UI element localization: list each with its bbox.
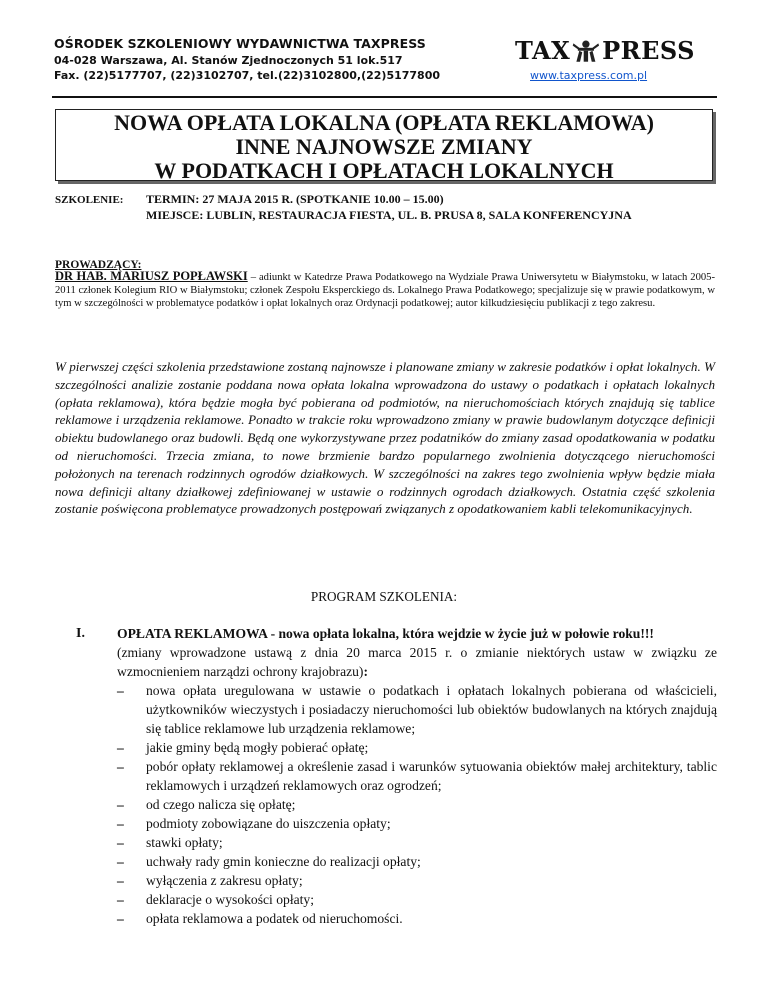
lecturer-name: DR HAB. MARIUSZ POPŁAWSKI bbox=[55, 269, 248, 283]
list-item bbox=[117, 852, 717, 871]
title-line-2: INNE NAJNOWSZE ZMIANY bbox=[235, 134, 533, 159]
header-divider bbox=[52, 96, 717, 98]
section-subtitle-colon: : bbox=[363, 664, 368, 679]
list-item bbox=[117, 795, 717, 814]
list-item-text: deklaracje o wysokości opłaty; bbox=[146, 892, 314, 907]
lecturer-info bbox=[55, 270, 715, 310]
list-item bbox=[117, 814, 717, 833]
logo-text-right: PRESS bbox=[602, 35, 695, 65]
dash-bullet: – bbox=[117, 911, 124, 926]
list-item bbox=[117, 681, 717, 738]
list-item bbox=[117, 738, 717, 757]
dash-bullet: – bbox=[117, 740, 124, 755]
section-subtitle-text: (zmiany wprowadzone ustawą z dnia 20 marca 2015 r. o zmianie niektórych ustaw w związku ze wzmocnieniem narządzi ochrony krajobrazu) bbox=[117, 645, 717, 679]
training-term: TERMIN: 27 MAJA 2015 R. (SPOTKANIE 10.00 – 15.00) bbox=[146, 192, 444, 206]
lecturer-bio: – adiunkt w Katedrze Prawa Podatkowego na Wydziale Prawa Uniwersytetu w Białymstoku, w latach 2005-2011 członek Kolegium RIO w Białymstoku; członek Zespołu Eksperckiego ds. Lokalnego Prawa Podatkowego; specjalizuje się w prawie podatkowym, w tym w szczególności w problematyce podatków i opłat lokalnych oraz Ordynacji podatkowej; autor kilkudziesięciu publikacji z tego zakresu. bbox=[55, 272, 715, 309]
list-item-text: uchwały rady gmin konieczne do realizacji opłaty; bbox=[146, 854, 421, 869]
dash-bullet: – bbox=[117, 759, 124, 774]
organization-name: OŚRODEK SZKOLENIOWY WYDAWNICTWA TAXPRESS bbox=[54, 36, 426, 51]
program-section bbox=[117, 624, 717, 928]
dash-bullet: – bbox=[117, 892, 124, 907]
training-place: MIEJSCE: LUBLIN, RESTAURACJA FIESTA, UL. B. PRUSA 8, SALA KONFERENCYJNA bbox=[146, 208, 632, 222]
list-item bbox=[117, 890, 717, 909]
website-link[interactable]: www.taxpress.com.pl bbox=[530, 69, 648, 82]
dash-bullet: – bbox=[117, 873, 124, 888]
list-item bbox=[117, 871, 717, 890]
list-item-text: opłata reklamowa a podatek od nieruchomości. bbox=[146, 911, 403, 926]
list-item-text: pobór opłaty reklamowej a określenie zasad i warunków sytuowania obiektów małej architektury, tablic reklamowych i urządzeń reklamowych oraz ogrodzeń; bbox=[146, 759, 717, 793]
organization-contact: Fax. (22)5177707, (22)3102707, tel.(22)3102800,(22)5177800 bbox=[54, 69, 441, 82]
list-item-text: wyłączenia z zakresu opłaty; bbox=[146, 873, 303, 888]
dash-bullet: – bbox=[117, 835, 124, 850]
logo-text-left: TAX bbox=[515, 35, 571, 65]
list-item bbox=[117, 909, 717, 928]
taxpress-emblem-icon bbox=[572, 33, 600, 67]
program-items bbox=[117, 681, 717, 928]
list-item-text: od czego nalicza się opłatę; bbox=[146, 797, 296, 812]
list-item bbox=[117, 757, 717, 795]
section-number: I. bbox=[76, 626, 85, 641]
title-line-3: W PODATKACH I OPŁATACH LOKALNYCH bbox=[154, 158, 614, 183]
list-item-text: podmioty zobowiązane do uiszczenia opłaty; bbox=[146, 816, 391, 831]
lecturer-label: PROWADZĄCY: bbox=[55, 259, 142, 271]
dash-bullet: – bbox=[117, 797, 124, 812]
organization-address: 04-028 Warszawa, Al. Stanów Zjednoczonych 51 lok.517 bbox=[54, 54, 403, 67]
intro-paragraph: W pierwszej części szkolenia przedstawione zostaną najnowsze i planowane zmiany w zakresie podatków i opłat lokalnych. W szczególności analizie zostanie poddana nowa opłata lokalna wprowadzona do ustawy o podatkach i opłatach lokalnych (opłata reklamowa), która będzie mogła być pobierana od podmiotów, na nieruchomościach których znajdują się tablice reklamowe i urządzenia reklamowe. Ponadto w trakcie roku wprowadzono zmiany w prawie budowlanym dotyczące definicji obiektu budowlanego oraz budowli. Będą one wykorzystywane przez podatników do zmiany zasad opodatkowania w podatku od nieruchomości. Trzecia zmiana, to nowe brzmienie bardzo popularnego zwolnienia dotyczącego nieruchomości położonych na terenach rodzinnych ogrodów działkowych. W szczególności na zakres tego zwolnienia wpływ będzie miała nowa definicji altany działkowej zdefiniowanej w ustawie o rodzinnych ogrodach działkowych. Ostatnia część szkolenia zostanie poświęcona problematyce prowadzonych postępowań związanych z opodatkowaniem kabli telekomunikacyjnych. bbox=[55, 359, 715, 517]
training-label: SZKOLENIE: bbox=[55, 194, 124, 206]
list-item bbox=[117, 833, 717, 852]
section-title: OPŁATA REKLAMOWA - nowa opłata lokalna, która wejdzie w życie już w połowie roku!!! bbox=[117, 626, 654, 641]
program-title: PROGRAM SZKOLENIA: bbox=[310, 589, 458, 604]
dash-bullet: – bbox=[117, 683, 124, 698]
list-item-text: jakie gminy będą mogły pobierać opłatę; bbox=[146, 740, 369, 755]
list-item-text: stawki opłaty; bbox=[146, 835, 223, 850]
list-item-text: nowa opłata uregulowana w ustawie o podatkach i opłatach lokalnych pobierana od właścicieli, użytkowników wieczystych i posiadaczy nieruchomości lub obiektów budowlanych na których znajdują się tablice reklamowe lub urządzenia reklamowe; bbox=[146, 683, 717, 736]
taxpress-logo bbox=[515, 32, 695, 68]
section-subtitle bbox=[117, 643, 717, 681]
dash-bullet: – bbox=[117, 816, 124, 831]
title-line-1: NOWA OPŁATA LOKALNA (OPŁATA REKLAMOWA) bbox=[114, 110, 654, 135]
dash-bullet: – bbox=[117, 854, 124, 869]
page-title bbox=[55, 109, 713, 181]
